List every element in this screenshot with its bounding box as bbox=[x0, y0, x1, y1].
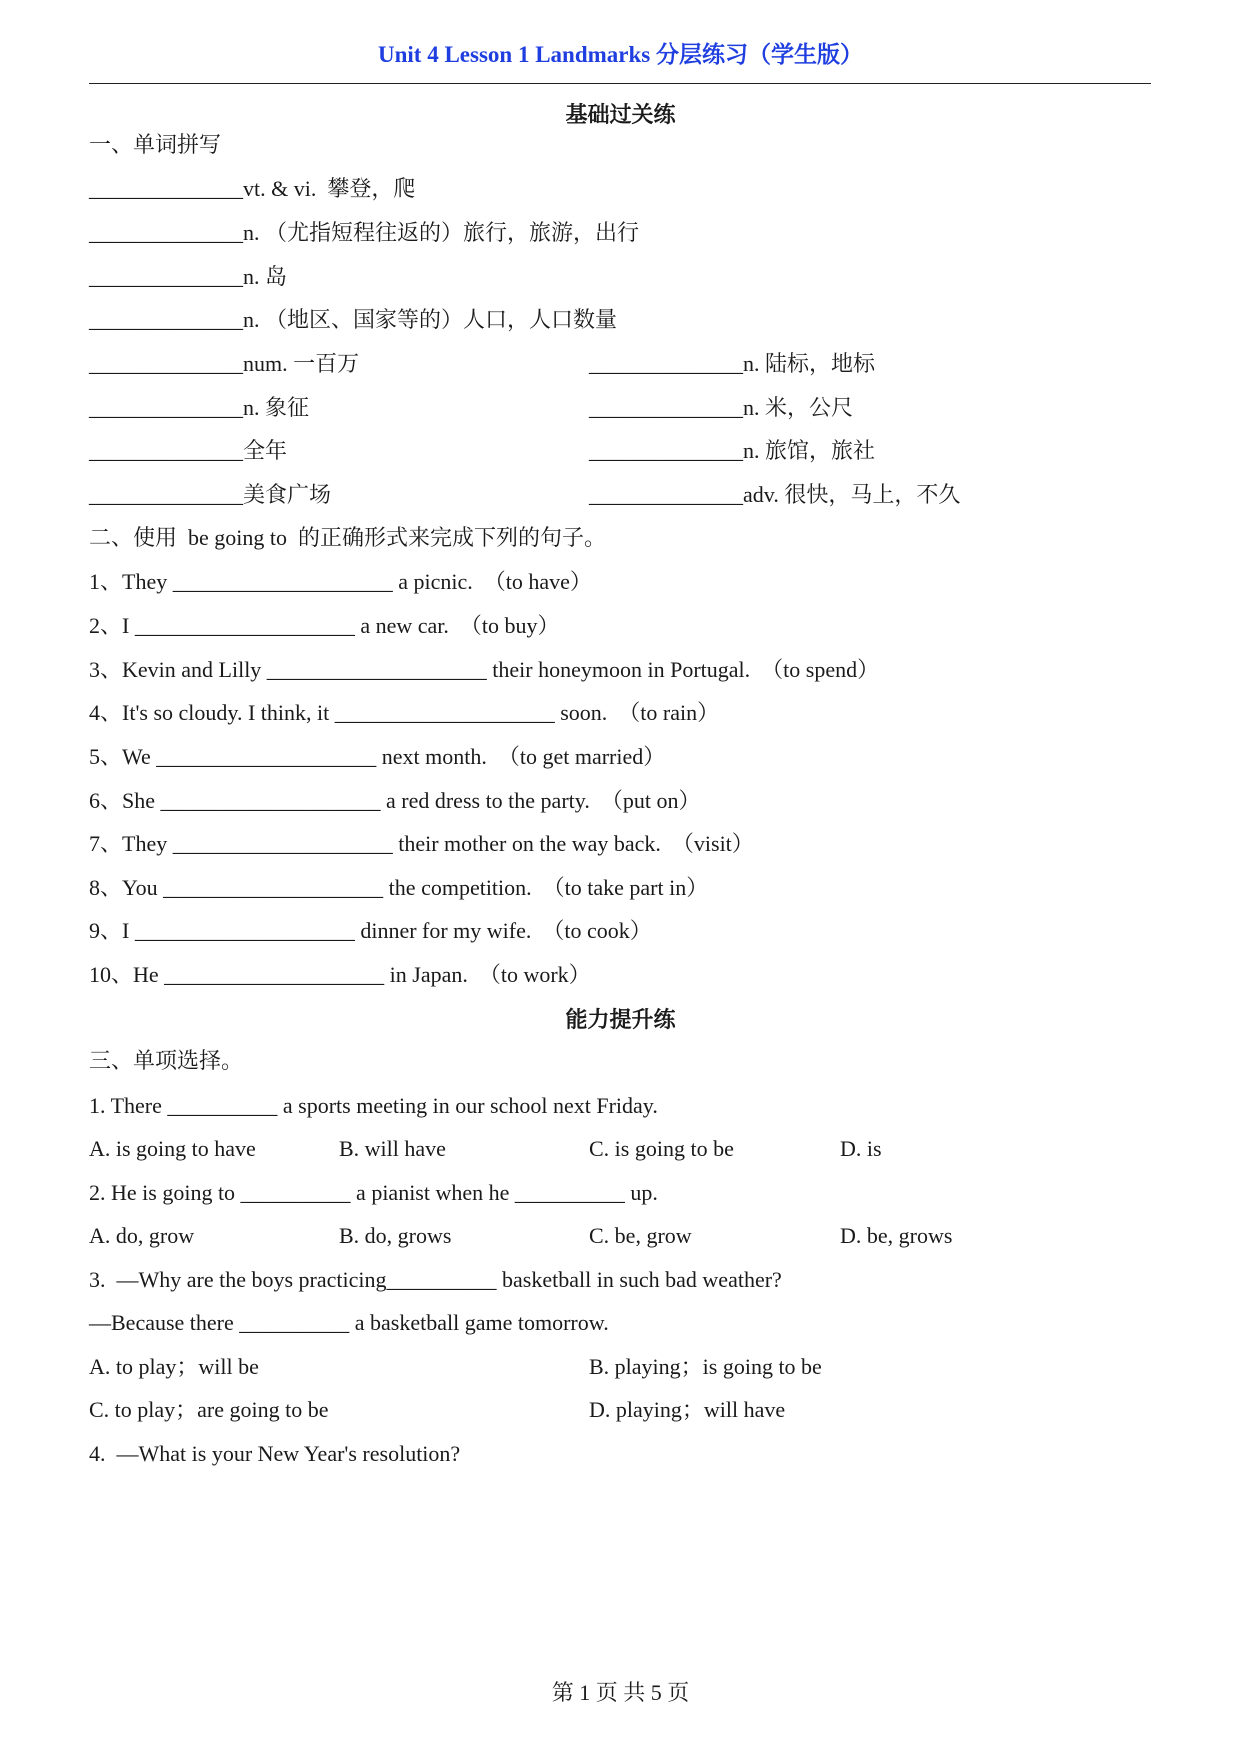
question-stem: 4. —What is your New Year's resolution? bbox=[89, 1441, 461, 1466]
answer-blank[interactable]: ______________ bbox=[89, 438, 243, 463]
answer-blank[interactable]: ______________ bbox=[589, 395, 743, 420]
vocab-row bbox=[589, 480, 960, 510]
vocab-definition: 全年 bbox=[243, 438, 288, 463]
part1-heading: 一、单词拼写 bbox=[89, 132, 222, 157]
vocab-definition: n. 岛 bbox=[243, 264, 288, 289]
option-a[interactable]: A. is going to have bbox=[89, 1136, 256, 1161]
vocab-row bbox=[589, 436, 875, 466]
vocab-definition: 美食广场 bbox=[243, 482, 332, 507]
sentence-item[interactable]: 7、They ____________________ their mother on the way back. （visit） bbox=[89, 831, 754, 856]
question-stem: 3. —Why are the boys practicing__________ basketball in such bad weather? bbox=[89, 1267, 782, 1292]
vocab-definition: n. 陆标，地标 bbox=[743, 351, 876, 376]
option-b[interactable]: B. will have bbox=[339, 1136, 446, 1161]
vocab-row bbox=[89, 218, 639, 248]
option-d[interactable]: D. playing；will have bbox=[589, 1397, 786, 1422]
vocab-row bbox=[589, 349, 875, 379]
answer-blank[interactable]: ______________ bbox=[89, 482, 243, 507]
option-c[interactable]: C. to play；are going to be bbox=[89, 1397, 329, 1422]
option-b[interactable]: B. do, grows bbox=[339, 1223, 452, 1248]
header-divider bbox=[89, 83, 1151, 84]
question-stem: 2. He is going to __________ a pianist when he __________ up. bbox=[89, 1180, 658, 1205]
sentence-item[interactable]: 1、They ____________________ a picnic. （to have） bbox=[89, 569, 592, 594]
page-number: 第 1 页 共 5 页 bbox=[551, 1680, 690, 1705]
vocab-definition: n. 旅馆，旅社 bbox=[743, 438, 876, 463]
part2-heading: 二、使用 be going to 的正确形式来完成下列的句子。 bbox=[89, 525, 606, 550]
vocab-definition: n. （地区、国家等的）人口，人口数量 bbox=[243, 307, 618, 332]
vocab-row bbox=[89, 480, 331, 510]
sentence-item[interactable]: 2、I ____________________ a new car. （to buy） bbox=[89, 613, 560, 638]
sentence-item[interactable]: 4、It's so cloudy. I think, it ____________________ soon. （to rain） bbox=[89, 700, 720, 725]
vocab-row bbox=[589, 393, 853, 423]
option-a[interactable]: A. do, grow bbox=[89, 1223, 195, 1248]
vocab-definition: n. 米，公尺 bbox=[743, 395, 854, 420]
sentence-item[interactable]: 10、He ____________________ in Japan. （to work） bbox=[89, 962, 591, 987]
vocab-definition: adv. 很快，马上，不久 bbox=[743, 482, 961, 507]
vocab-definition: n. 象征 bbox=[243, 395, 310, 420]
answer-blank[interactable]: ______________ bbox=[89, 307, 243, 332]
answer-blank[interactable]: ______________ bbox=[89, 395, 243, 420]
answer-blank[interactable]: ______________ bbox=[89, 264, 243, 289]
vocab-row bbox=[89, 436, 287, 466]
vocab-definition: n. （尤指短程往返的）旅行，旅游，出行 bbox=[243, 220, 640, 245]
answer-blank[interactable]: ______________ bbox=[589, 482, 743, 507]
option-d[interactable]: D. be, grows bbox=[840, 1223, 953, 1248]
option-b[interactable]: B. playing；is going to be bbox=[589, 1354, 822, 1379]
part3-heading: 三、单项选择。 bbox=[89, 1048, 244, 1073]
answer-blank[interactable]: ______________ bbox=[589, 438, 743, 463]
answer-blank[interactable]: ______________ bbox=[589, 351, 743, 376]
answer-blank[interactable]: ______________ bbox=[89, 351, 243, 376]
vocab-row bbox=[89, 174, 415, 204]
option-a[interactable]: A. to play；will be bbox=[89, 1354, 259, 1379]
section-title-advanced: 能力提升练 bbox=[565, 1007, 676, 1032]
sentence-item[interactable]: 6、She ____________________ a red dress to the party. （put on） bbox=[89, 788, 701, 813]
vocab-definition: vt. & vi. 攀登，爬 bbox=[243, 176, 416, 201]
vocab-row bbox=[89, 393, 309, 423]
option-d[interactable]: D. is bbox=[840, 1136, 882, 1161]
vocab-definition: num. 一百万 bbox=[243, 351, 360, 376]
question-stem: 1. There __________ a sports meeting in our school next Friday. bbox=[89, 1093, 658, 1118]
vocab-row bbox=[89, 305, 617, 335]
question-stem-reply: —Because there __________ a basketball game tomorrow. bbox=[89, 1310, 609, 1335]
answer-blank[interactable]: ______________ bbox=[89, 220, 243, 245]
vocab-row bbox=[89, 262, 287, 292]
sentence-item[interactable]: 9、I ____________________ dinner for my wife. （to cook） bbox=[89, 918, 652, 943]
vocab-row bbox=[89, 349, 359, 379]
sentence-item[interactable]: 3、Kevin and Lilly ____________________ their honeymoon in Portugal. （to spend） bbox=[89, 657, 880, 682]
sentence-item[interactable]: 5、We ____________________ next month. （to get married） bbox=[89, 744, 666, 769]
option-c[interactable]: C. be, grow bbox=[589, 1223, 692, 1248]
header-title: Unit 4 Lesson 1 Landmarks 分层练习（学生版） bbox=[378, 42, 863, 67]
answer-blank[interactable]: ______________ bbox=[89, 176, 243, 201]
option-c[interactable]: C. is going to be bbox=[589, 1136, 734, 1161]
sentence-item[interactable]: 8、You ____________________ the competition. （to take part in） bbox=[89, 875, 709, 900]
section-title-basic: 基础过关练 bbox=[565, 102, 676, 127]
